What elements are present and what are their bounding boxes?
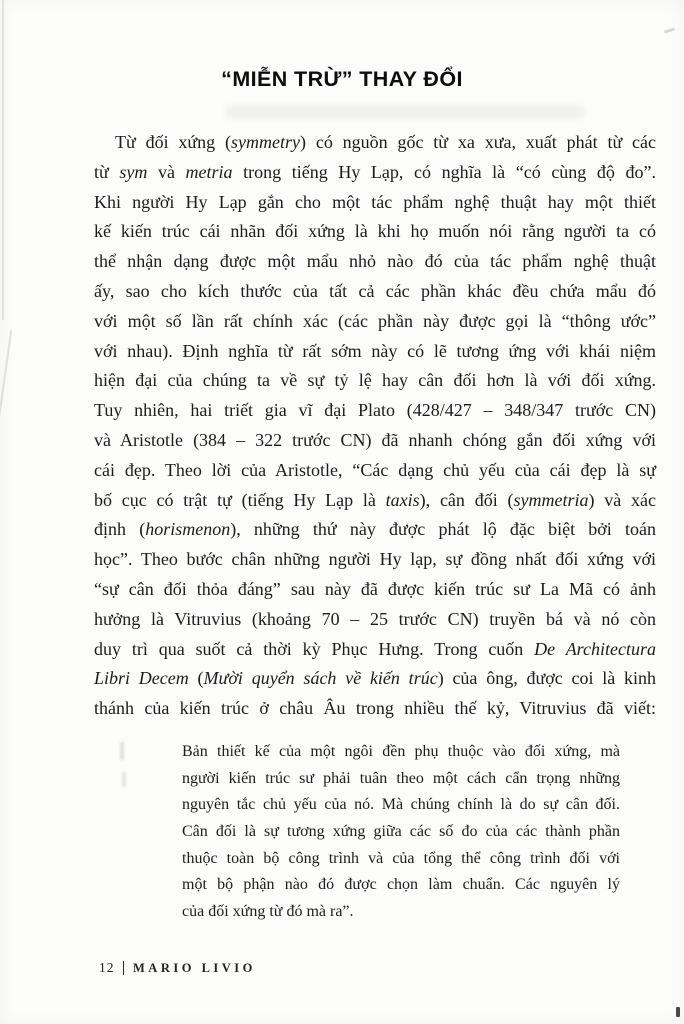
text-line (94, 247, 656, 277)
block-quote (182, 739, 620, 926)
text-segment: Tuy nhiên, hai triết gia vĩ đại Plato (428/427 – 348/347 trước CN) (94, 400, 656, 421)
italic-text-segment: Libri Decem (94, 668, 189, 689)
italic-text-segment: De Architectura (534, 638, 656, 659)
italic-text-segment: Mười quyển sách về kiến trúc (203, 668, 438, 689)
italic-text-segment: symmetry (231, 132, 300, 152)
scan-smudge-artifact (120, 742, 124, 760)
text-line (94, 575, 656, 605)
text-line (182, 739, 620, 766)
scan-edge-artifact (2, 0, 4, 320)
text-segment: Khi người Hy Lạp gắn cho một tác phẩm nghệ thuật hay một thiết (94, 191, 656, 212)
text-segment: ), những thứ này được phát lộ đặc biệt bởi toán (230, 519, 656, 540)
text-segment: trong tiếng Hy Lạp, có nghĩa là “có cùng độ đo”. (232, 161, 656, 182)
text-line (94, 277, 656, 307)
text-segment: ) có nguồn gốc từ xa xưa, xuất phát từ các (300, 132, 656, 152)
text-segment: ấy, sao cho kích thước của tất cả các phần khác đều chứa mẩu đó (94, 280, 656, 301)
text-segment: cái đẹp. Theo lời của Aristotle, “Các dạng chủ yếu của cái đẹp là sự (94, 459, 656, 480)
text-segment: và (147, 161, 186, 182)
text-line (182, 846, 620, 873)
text-segment: Từ đối xứng ( (115, 132, 232, 152)
text-segment: người kiến trúc sư phải tuân theo một cách cẩn trọng những (182, 769, 620, 787)
text-line (94, 486, 656, 516)
text-segment: nguyên tắc chủ yếu của nó. Mà chúng chính là do sự cân đối. (182, 796, 620, 814)
italic-text-segment: symmetria (513, 489, 589, 510)
italic-text-segment: sym (119, 161, 148, 182)
text-segment: ) của ông, được coi là kinh (437, 668, 656, 689)
text-segment: ) và xác (588, 489, 657, 510)
text-line (94, 396, 656, 426)
text-segment: thánh của kiến trúc ở châu Âu trong nhiều thế kỷ, Vitruvius đã viết: (94, 698, 656, 719)
scan-scratch-artifact (0, 330, 12, 419)
text-segment: duy trì qua suốt cả thời kỳ Phục Hưng. Trong cuốn (94, 638, 535, 659)
italic-text-segment: taxis (385, 489, 420, 510)
text-segment: “sự cân đối thỏa đáng” sau này đã được kiến trúc sư La Mã có ảnh (94, 578, 656, 599)
text-line (94, 694, 656, 724)
text-segment: một bộ phận nào đó được chọn làm chuẩn. Các nguyên lý (182, 876, 620, 894)
text-segment: Cân đối là sự tương xứng giữa các số đo của các thành phần (182, 823, 620, 841)
text-line (94, 605, 656, 635)
text-line (182, 899, 620, 926)
text-segment: của đối xứng từ đó mà ra”. (182, 903, 354, 921)
footer-divider (123, 961, 125, 975)
text-line (94, 188, 656, 218)
text-segment: với một số lần rất chính xác (các phần này được gọi là “thông ước” (94, 310, 656, 331)
text-line (94, 664, 656, 694)
text-segment: hưởng là Vitruvius (khoảng 70 – 25 trước CN) truyền bá và nó còn (94, 608, 656, 629)
text-line (94, 545, 656, 575)
text-segment: định ( (94, 519, 146, 540)
text-segment: với nhau). Định nghĩa từ rất sớm này có lẽ tương ứng với khái niệm (94, 340, 656, 361)
text-segment: kế kiến trúc cái nhãn đối xứng là khi họ muốn nói rằng người ta có (94, 221, 656, 242)
text-line (94, 128, 656, 158)
text-line (182, 872, 620, 899)
text-line (94, 366, 656, 396)
italic-text-segment: horismenon (145, 519, 231, 540)
text-line (94, 307, 656, 337)
text-line (94, 337, 656, 367)
text-line (94, 217, 656, 247)
scan-smudge-artifact (122, 772, 126, 787)
text-segment: bố cục có trật tự (tiếng Hy Lạp là (94, 489, 386, 510)
text-segment: thể nhận dạng được một mẩu nhỏ nào đó của tác phẩm nghệ thuật (94, 251, 656, 272)
text-segment: và Aristotle (384 – 322 trước CN) đã nhanh chóng gắn đối xứng với (94, 429, 656, 450)
text-segment: học”. Theo bước chân những người Hy lạp, sự đồng nhất đối xứng với (94, 549, 656, 570)
text-line (94, 456, 656, 486)
footer-author: MARIO LIVIO (133, 960, 256, 975)
scan-mark-top-right (664, 27, 675, 33)
italic-text-segment: metria (185, 161, 233, 182)
chapter-title: “MIỄN TRỪ” THAY ĐỔI (221, 67, 463, 91)
text-line (94, 635, 656, 665)
text-line (94, 158, 656, 188)
page-show-through-ghost (225, 105, 585, 119)
text-line (182, 819, 620, 846)
footer-page-number: 12 (99, 960, 115, 975)
text-line (94, 515, 656, 545)
text-segment: hiện đại của chúng ta về sự tỷ lệ hay cân đối hơn là với đối xứng. (94, 370, 656, 391)
page-footer (99, 959, 256, 977)
text-line (94, 426, 656, 456)
text-segment: ), cân đối ( (419, 489, 514, 510)
text-segment: Bản thiết kế của một ngôi đền phụ thuộc vào đối xứng, mà (182, 743, 620, 760)
text-line (182, 792, 620, 819)
text-segment: ( (188, 668, 204, 689)
scan-speck-bottom-right (676, 1007, 680, 1017)
text-segment: từ (94, 161, 120, 182)
body-paragraph (94, 128, 656, 724)
text-line (182, 766, 620, 793)
text-segment: thuộc toàn bộ công trình và của tổng thể công trình đối với (182, 849, 620, 867)
